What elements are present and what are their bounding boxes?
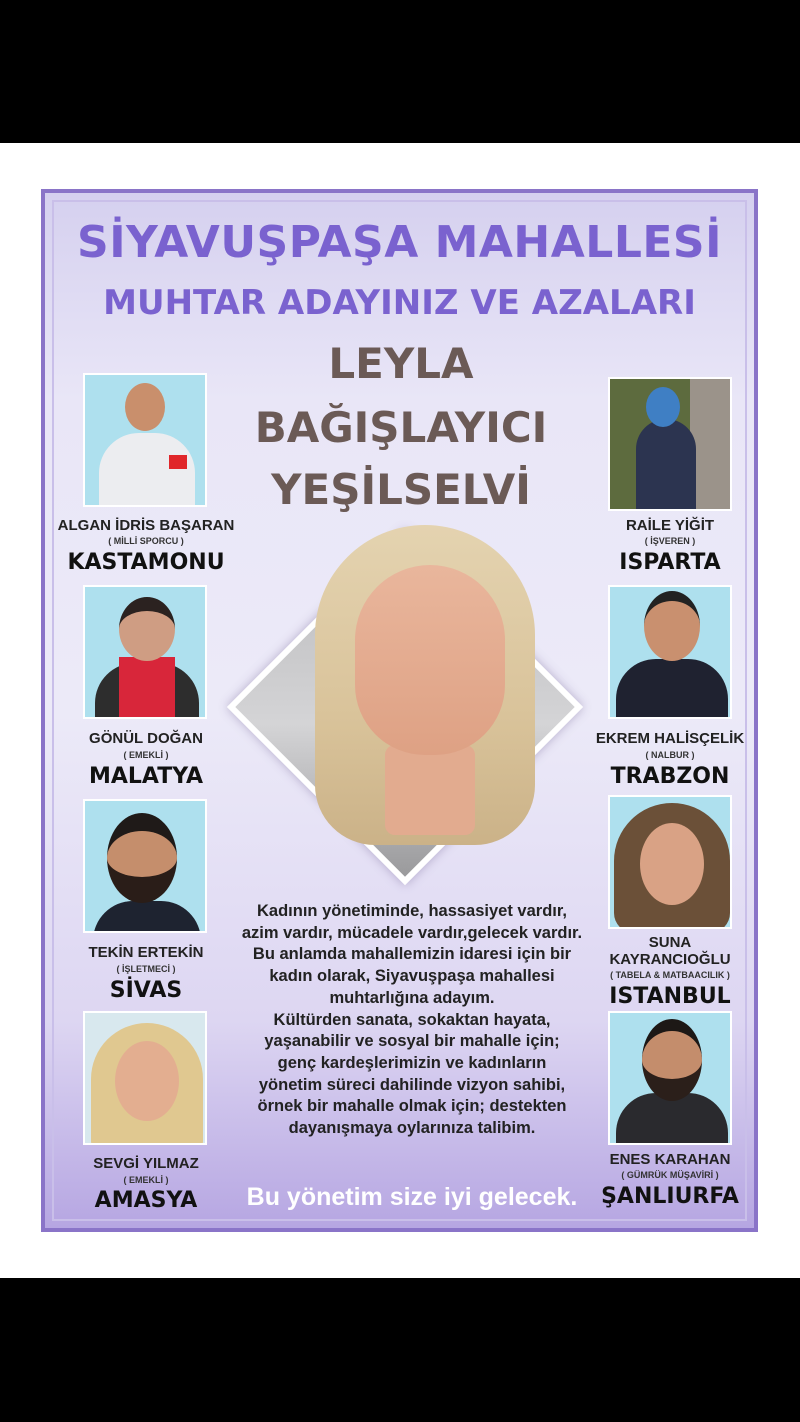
member-photo-sevgi (83, 1011, 207, 1145)
member-occupation: ( İŞLETMECİ ) (116, 964, 176, 974)
bottom-black-bar (0, 1278, 800, 1422)
member-photo-tekin (83, 799, 207, 933)
member-occupation: ( NALBUR ) (645, 750, 695, 760)
member-occupation: ( İŞVEREN ) (644, 536, 696, 546)
member-occupation: ( TABELA & MATBAACILIK ) (610, 970, 730, 980)
poster-subtitle: MUHTAR ADAYINIZ VE AZALARI (103, 283, 696, 323)
manifesto-line: yönetim süreci dahilinde vizyon sahibi, (258, 1075, 566, 1094)
manifesto-line: muhtarlığına adayım. (329, 988, 495, 1007)
manifesto-line: yaşanabilir ve sosyal bir mahalle için; (264, 1032, 560, 1051)
member-occupation: ( EMEKLİ ) (123, 750, 169, 760)
member-name: GÖNÜL DOĞAN (89, 730, 203, 747)
member-photo-ekrem (608, 585, 732, 719)
member-name: SUNA (648, 934, 692, 951)
manifesto-line: örnek bir mahalle olmak için; destekten (257, 1097, 567, 1116)
member-photo-raile (608, 377, 732, 511)
member-hometown: ISTANBUL (609, 984, 731, 1009)
member-name: TEKİN ERTEKİN (88, 944, 204, 961)
member-hometown: KASTAMONU (67, 550, 225, 575)
poster-title: SİYAVUŞPAŞA MAHALLESİ (77, 217, 722, 268)
member-name: ENES KARAHAN (609, 1151, 731, 1168)
member-occupation: ( GÜMRÜK MÜŞAVİRİ ) (621, 1170, 719, 1180)
member-hometown: ŞANLIURFA (601, 1184, 739, 1209)
candidate-last-name: YEŞİLSELVİ (271, 465, 531, 514)
manifesto-text (227, 901, 597, 1140)
member-photo-suna (608, 795, 732, 929)
manifesto-line: Bu anlamda mahallemizin idaresi için bir (252, 945, 572, 964)
member-name: ALGAN İDRİS BAŞARAN (57, 517, 235, 534)
candidate-middle-name: BAĞIŞLAYICI (254, 403, 548, 452)
member-photo-enes (608, 1011, 732, 1145)
member-name: SEVGİ YILMAZ (93, 1155, 199, 1172)
member-name-line2: KAYRANCIOĞLU (609, 951, 731, 968)
candidate-photo (315, 525, 545, 865)
member-photo-algan (83, 373, 207, 507)
member-hometown: ISPARTA (619, 550, 721, 575)
manifesto-line: dayanışmaya oylarınıza talibim. (288, 1119, 536, 1138)
member-hometown: MALATYA (88, 764, 204, 789)
member-name: RAİLE YİĞİT (625, 517, 715, 534)
manifesto-line: Kadının yönetiminde, hassasiyet vardır, (257, 902, 567, 920)
slogan: Bu yönetim size iyi gelecek. (246, 1183, 578, 1211)
manifesto-line: kadın olarak, Siyavuşpaşa mahallesi (269, 967, 555, 986)
manifesto-line: genç kardeşlerimizin ve kadınların (277, 1053, 547, 1072)
election-poster (41, 189, 758, 1232)
member-hometown: TRABZON (610, 764, 730, 789)
member-occupation: ( MİLLİ SPORCU ) (108, 536, 184, 546)
member-hometown: SİVAS (109, 978, 183, 1003)
member-name: EKREM HALİSÇELİK (595, 730, 745, 747)
member-occupation: ( EMEKLİ ) (123, 1175, 169, 1185)
candidate-first-name: LEYLA (328, 339, 474, 388)
manifesto-line: Kültürden sanata, sokaktan hayata, (273, 1010, 551, 1029)
top-black-bar (0, 0, 800, 143)
manifesto-line: azim vardır, mücadele vardır,gelecek vardır. (241, 923, 583, 942)
member-photo-gonul (83, 585, 207, 719)
member-hometown: AMASYA (94, 1188, 198, 1213)
